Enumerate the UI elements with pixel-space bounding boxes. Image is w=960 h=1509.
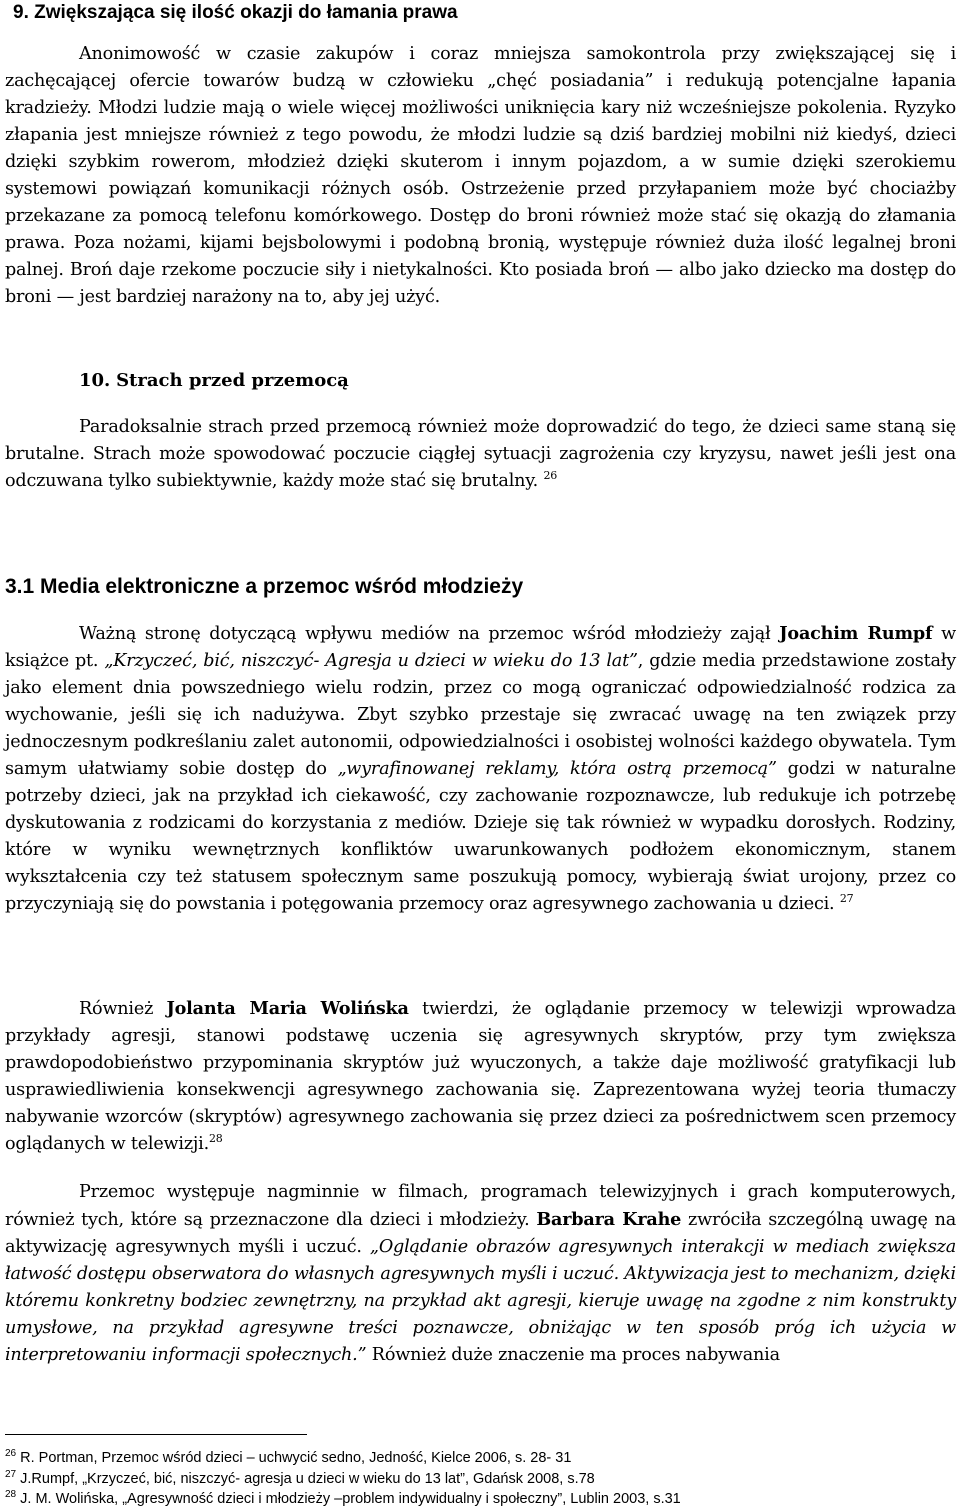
footnote-text: J. M. Wolińska, „Agresywność dzieci i młodzieży –problem indywidualny i społeczny”, Lublin 2003, s.31: [16, 1491, 681, 1507]
section-3-1-paragraph-3: [5, 1179, 956, 1369]
footnote-28: [5, 1489, 681, 1509]
footnote-number: 28: [5, 1489, 17, 1501]
author-joachim-rumpf: Joachim Rumpf: [779, 623, 933, 644]
p3-end: Również duże znaczenie ma proces nabywania: [366, 1345, 780, 1365]
footnote-text: J.Rumpf, „Krzyczeć, bić, niszczyć- agresja u dzieci w wieku do 13 lat”, Gdańsk 2008, s.78: [16, 1471, 595, 1487]
section-9-paragraph-a: Anonimowość w czasie zakupów i coraz mniejsza samokontrola przy zwiększającej się i zachęcającej ofercie towarów budzą w człowieku „chęć posiadania” i redukują potencjalne łapania kradzieży. Młodzi ludzie mają o wiele więcej możliwości uniknięcia kary niż wcześniejsze pokolenia.: [5, 44, 956, 118]
section-10-number: 10.: [79, 370, 111, 391]
p1-start: Ważną stronę dotyczącą wpływu mediów na przemoc wśród młodzieży zajął: [79, 624, 780, 644]
author-jolanta-wolinska: Jolanta Maria Wolińska: [166, 998, 409, 1019]
section-3-1-paragraph-1: [5, 620, 956, 918]
footnote-ref-27: 27: [839, 892, 854, 906]
author-barbara-krahe: Barbara Krahe: [536, 1209, 682, 1230]
p2-end: twierdzi, że oglądanie przemocy w telewizji wprowadza przykłady agresji, stanowi podstawę uczenia się agresywnych skryptów, przy tym zwiększa prawdopodobieństwo przypominania skryptów już wyuczonych, a także daje możliwość gratyfikacji lub usprawiedliwienia konsekwencji agresywnego zachowania się. Zaprezentowana wyżej teoria tłumaczy nabywanie wzorców (skryptów) agresywnego zachowania się przez dzieci za pośrednictwem scen przemocy oglądanych w telewizji.: [5, 999, 956, 1154]
p3-quote: „Oglądanie obrazów agresywnych interakcji w mediach zwiększa łatwość dostępu obserwatora do własnych agresywnych myśli i uczuć. Aktywizacja jest to mechanizm, dzięki któremu konkretny bodziec zewnętrzny, na przykład akt agresji, kieruje uwagę na zgodne z nim konstrukty umysłowe, na przykład agresywne treści poznawcze, obniżając w ten sposób próg ich użycia w interpretowaniu informacji społecznych.”: [5, 1237, 957, 1365]
p3-start: Przemoc występuje nagminnie w filmach, programach telewizyjnych i grach komputerowych, również tych, które są przeznaczone dla dzieci i młodzieży.: [5, 1182, 956, 1230]
section-10-heading: [79, 368, 349, 394]
section-3-1-heading: 3.1 Media elektroniczne a przemoc wśród młodzieży: [5, 575, 524, 598]
section-9-heading: 9. Zwiększająca się ilość okazji do łamania prawa: [13, 2, 458, 23]
footnote-26: [5, 1448, 571, 1468]
section-3-1-paragraph-2: [5, 995, 956, 1158]
footnote-ref-26: 26: [543, 469, 558, 483]
section-10-text: Paradoksalnie strach przed przemocą również może doprowadzić do tego, że dzieci same staną się brutalne. Strach może spowodować poczucie ciągłej sytuacji zagrożenia czy kryzysu, nawet jeśli jest ona odczuwana tylko subiektywnie, każdy może stać się brutalny.: [5, 417, 956, 491]
footnote-text: R. Portman, Przemoc wśród dzieci – uchwycić sedno, Jedność, Kielce 2006, s. 28- 31: [16, 1450, 572, 1466]
p1-mid2: , gdzie media przedstawione zostały jako element dnia powszedniego wielu rodzin, przez co mogą ograniczać odpowiedzialność rodzica za wychowanie, jeśli się ich nadużywa. Zbyt szybko przestaje się zwracać uwagę na ten związek przy jednoczesnym podkreślaniu zalet autonomii, odpowiedzialności i osobistej wolności każdego obywatela. Tym samym ułatwiamy sobie dostęp do: [5, 651, 956, 779]
p1-end: godzi w naturalne potrzeby dzieci, jak na przykład ich ciekawość, czy zachowanie rozpoznawcze, lub redukuje ich potrzebę dyskutowania z rodzicami do korzystania z mediów. Dzieje się tak również w wypadku dorosłych. Rodziny, które w wyniku wewnętrznych konfliktów uwarunkowanych podłożem ekonomicznym, stanem wykształcenia czy też statusem społecznym same poszukują pomocy, wybierają świat urojony, przez co przyczyniają się do powstania i potęgowania przemocy oraz agresywnego zachowania u dzieci.: [5, 759, 956, 914]
footnote-separator: [5, 1434, 307, 1435]
p3-mid: zwróciła szczególną uwagę na aktywizację agresywnych myśli i uczuć.: [5, 1210, 957, 1257]
footnote-ref-28: 28: [208, 1132, 223, 1146]
p2-start: Również: [79, 999, 167, 1019]
footnote-number: 26: [5, 1448, 17, 1460]
footnote-number: 27: [5, 1469, 17, 1481]
section-9-paragraph: [5, 41, 956, 311]
section-9-paragraph-b: Ryzyko złapania jest mniejsze również z tego powodu, że młodzi ludzie są dziś bardziej mobilni niż kiedyś, dzieci dzięki szybkim rowerom, młodzież dzięki skuterom i innym pojazdom, a w sumie dzięki szerokiemu systemowi powiązań komunikacji różnych osób. Ostrzeżenie przed przyłapaniem może być chociażby przekazane za pomocą telefonu komórkowego. Dostęp do broni również może stać się okazją do złamania prawa. Poza nożami, kijami bejsbolowymi i podobną bronią, występuje również duża ilość legalnej broni palnej. Broń daje rzekome poczucie siły i nietykalności. Kto posiada broń — albo jako dziecko ma dostęp do broni — jest bardziej narażony na to, aby jej użyć.: [5, 98, 956, 307]
p1-quote: „wyrafinowanej reklamy, która ostrą przemocą”: [337, 759, 777, 779]
section-10-paragraph: [5, 414, 956, 495]
footnote-27: [5, 1469, 595, 1489]
section-10-title: Strach przed przemocą: [116, 370, 349, 391]
p1-mid: w książce pt.: [5, 624, 956, 671]
book-title: „Krzyczeć, bić, niszczyć- Agresja u dzieci w wieku do 13 lat”: [104, 651, 638, 671]
